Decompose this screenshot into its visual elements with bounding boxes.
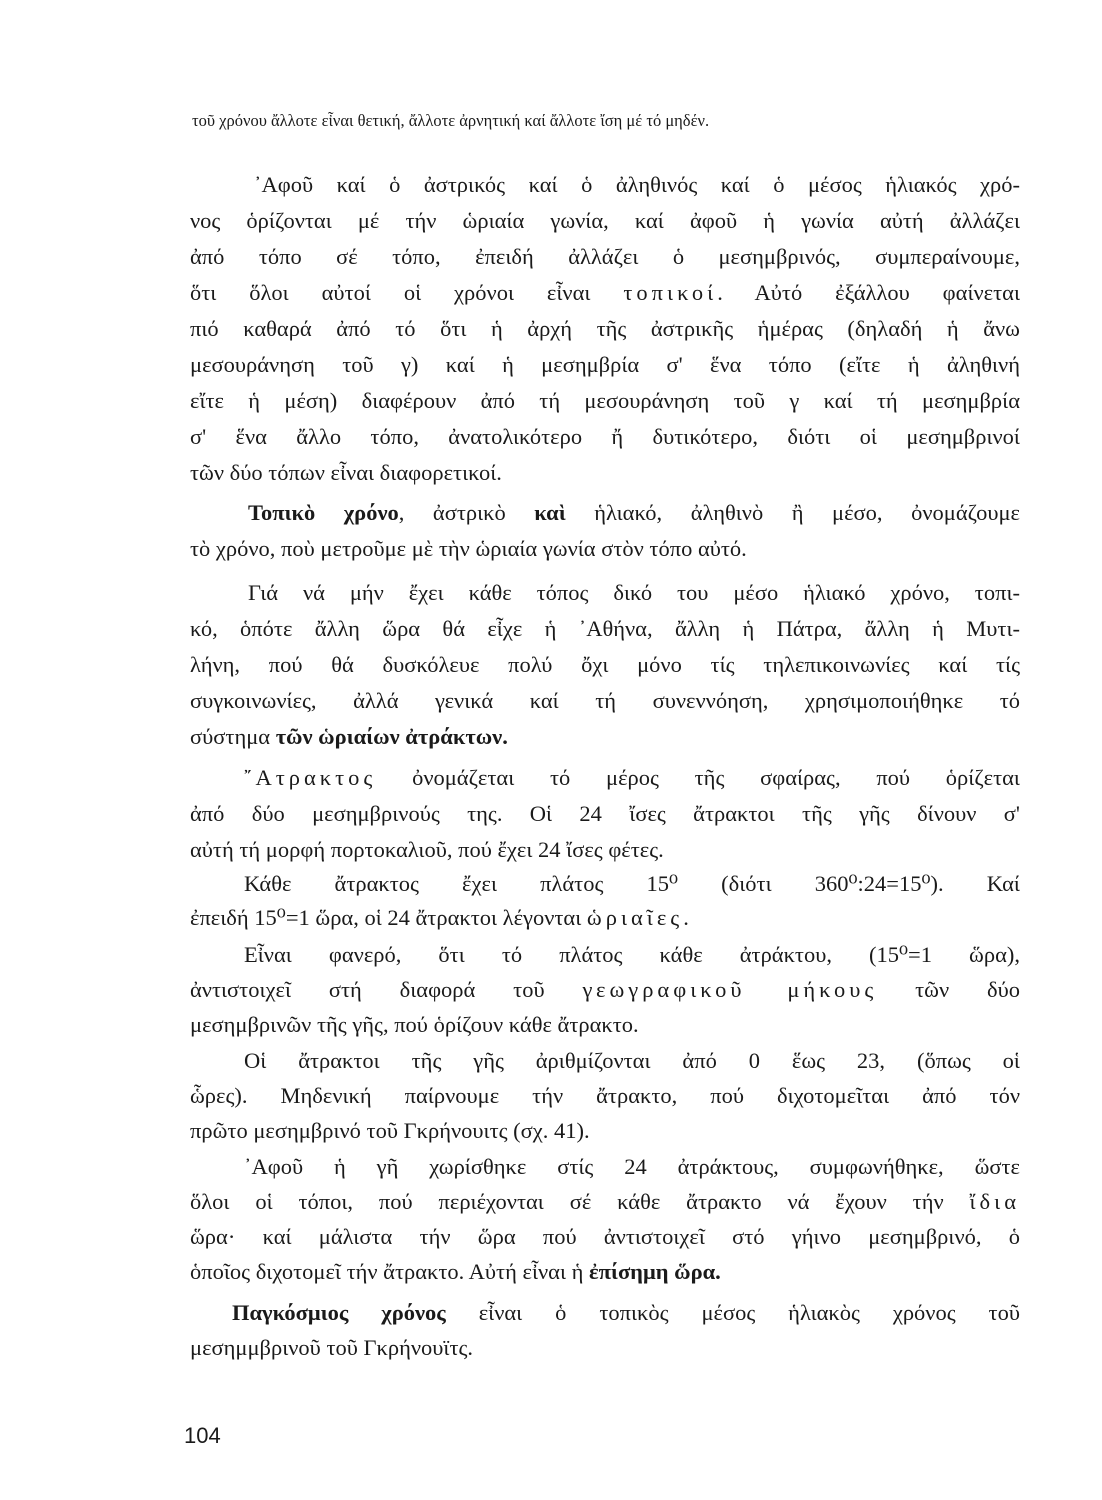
p1-line-1: ᾿Αφοῦ καί ὁ ἀστρικός καί ὁ ἀληθινός καί ὁ μέσος ἡλιακός χρό- [254, 172, 1020, 197]
p1-line-4-a: ὅτι ὅλοι αὐτοί οἱ χρόνοι εἶναι [190, 280, 591, 305]
p1-line-2: νος ὁρίζονται μέ τήν ὡριαία γωνία, καί ἀφοῦ ἡ γωνία αὐτή ἀλλάζει [190, 208, 1020, 233]
p2-line-1-mid: , ἀστρικὸ [398, 500, 535, 525]
p3-line-1: Γιά νά μήν ἔχει κάθε τόπος δικό του μέσο ἡλιακό χρόνο, τοπι- [248, 580, 1020, 605]
p7-line-2: ὧρες). Μηδενική παίρνουμε τήν ἄτρακτο, πού διχοτομεῖται ἀπό τόν [190, 1083, 1020, 1108]
p8-line-4 [190, 1257, 1020, 1287]
term-time-zones: τῶν ὡριαίων ἀτράκτων. [275, 724, 508, 749]
p8-line-2 [190, 1187, 1020, 1217]
p3-line-3: λήνη, πού θά δυσκόλευε πολύ ὄχι μόνο τίς τηλεπικοινωνίες καί τίς [190, 652, 1020, 677]
p4-line-3: αὐτή τή μορφή πορτοκαλιοῦ, πού ἔχει 24 ἴσες φέτες. [190, 837, 664, 862]
p4-line-1-rest: ὀνομάζεται τό μέρος τῆς σφαίρας, πού ὁρίζεται [376, 765, 1020, 790]
term-local-time: Τοπικὸ χρόνο [248, 500, 399, 525]
p2-line-1 [248, 498, 1020, 528]
p9-line-1 [232, 1298, 1020, 1328]
emphasis-longitude: γεωγραφικοῦ μήκους [582, 977, 878, 1002]
emphasis-same: ἴδια [969, 1189, 1020, 1214]
p7-line-3: πρῶτο μεσημβρινό τοῦ Γκρήνουιτς (σχ. 41). [190, 1118, 590, 1143]
p1-line-4-c: . Αὐτό ἐξάλλου φαίνεται [717, 280, 1021, 305]
p5-line-2-a: ἐπειδή 15⁰=1 ὥρα, οἱ 24 ἄτρακτοι λέγονται [190, 905, 582, 930]
p8-line-3 [190, 1222, 1020, 1252]
p5-line-2-c: . [683, 905, 689, 930]
term-official-time: ἐπίσημη ὥρα. [589, 1259, 721, 1284]
p8-line-3-b: · καί μάλιστα τήν ὥρα πού ἀντιστοιχεῖ στό γήινο μεσημβρινό, ὁ [227, 1224, 1020, 1249]
p1-line-9: τῶν δύο τόπων εἶναι διαφορετικοί. [190, 460, 502, 485]
p4-line-1 [244, 763, 1020, 793]
p6-line-2 [190, 975, 1020, 1005]
p8-line-1: ᾿Αφοῦ ἡ γῆ χωρίσθηκε στίς 24 ἀτράκτους, συμφωνήθηκε, ὥστε [244, 1154, 1020, 1179]
p7-line-1: Οἱ ἄτρακτοι τῆς γῆς ἀριθμίζονται ἀπό 0 ἕως 23, (ὅπως οἱ [244, 1048, 1020, 1073]
p9-line-2: μεσημμβρινοῦ τοῦ Γκρήνουϊτς. [190, 1335, 474, 1360]
p8-line-4-a: ὁποῖος διχοτομεῖ τήν ἄτρακτο. Αὐτή εἶναι ἡ [190, 1259, 590, 1284]
header-line: τοῦ χρόνου ἄλλοτε εἶναι θετική, ἄλλοτε ἀρνητική καί ἄλλοτε ἴση μέ τό μηδέν. [192, 111, 710, 130]
p1-line-6: μεσουράνηση τοῦ γ) καί ἡ μεσημβρία σ' ἕνα τόπο (εἴτε ἡ ἀληθινή [190, 352, 1020, 377]
p6-line-2-a: ἀντιστοιχεῖ στή διαφορά τοῦ [190, 977, 545, 1002]
p8-line-3-a: ὥρα [190, 1224, 228, 1249]
p1-line-4 [190, 278, 1020, 308]
p3-line-2: κό, ὁπότε ἄλλη ὥρα θά εἶχε ἡ ᾿Αθήνα, ἄλλη ἡ Πάτρα, ἄλλη ἡ Μυτι- [190, 616, 1020, 641]
p2-line-2: τὸ χρόνο, ποὺ μετροῦμε μὲ τὴν ὡριαία γωνία στὸν τόπο αὐτό. [190, 536, 747, 561]
term-universal-time: Παγκόσμιος χρόνος [232, 1300, 446, 1325]
p3-line-5 [190, 722, 1020, 752]
p6-line-3: μεσημβρινῶν τῆς γῆς, πού ὁρίζουν κάθε ἄτρακτο. [190, 1012, 639, 1037]
emphasis-local: τοπικοί [623, 280, 718, 305]
p8-line-2-a: ὅλοι οἱ τόποι, πού περιέχονται σέ κάθε ἄτρακτο νά ἔχουν τήν [190, 1189, 944, 1214]
p9-line-1-rest: εἶναι ὁ τοπικὸς μέσος ἡλιακὸς χρόνος τοῦ [445, 1300, 1020, 1325]
p5-line-2 [190, 903, 1020, 933]
page-number: 104 [184, 1423, 221, 1448]
p5-line-1: Κάθε ἄτρακτος ἔχει πλάτος 15⁰ (διότι 360⁰:24=15⁰). Καί [244, 871, 1020, 896]
p4-line-2: ἀπό δύο μεσημβρινούς της. Οἱ 24 ἴσες ἄτρακτοι τῆς γῆς δίνουν σ' [190, 801, 1020, 826]
p3-line-5-a: σύστημα [190, 724, 276, 749]
p2-line-1-rest: ἡλιακό, ἀληθινὸ ἢ μέσο, ὀνομάζουμε [565, 500, 1020, 525]
p1-line-7: εἴτε ἡ μέση) διαφέρουν ἀπό τή μεσουράνηση τοῦ γ καί τή μεσημβρία [190, 388, 1020, 413]
p6-line-2-c: τῶν δύο [915, 977, 1020, 1002]
emphasis-hourly: ὡριαῖες [586, 905, 684, 930]
p3-line-4: συγκοινωνίες, ἀλλά γενικά καί τή συνεννόηση, χρησιμοποιήθηκε τό [190, 688, 1020, 713]
p1-line-5: πιό καθαρά ἀπό τό ὅτι ἡ ἀρχή τῆς ἀστρικῆς ἡμέρας (δηλαδή ἡ ἄνω [190, 316, 1020, 341]
p1-line-3: ἀπό τόπο σέ τόπο, ἐπειδή ἀλλάζει ὁ μεσημβρινός, συμπεραίνουμε, [190, 244, 1020, 269]
p6-line-1: Εἶναι φανερό, ὅτι τό πλάτος κάθε ἀτράκτου, (15⁰=1 ὥρα), [244, 942, 1020, 967]
p1-line-8: σ' ἕνα ἄλλο τόπο, ἀνατολικότερο ἤ δυτικότερο, διότι οἱ μεσημβρινοί [190, 424, 1020, 449]
p2-bold-and: καὶ [534, 500, 566, 525]
emphasis-spindle: ῎Ατρακτος [244, 765, 377, 790]
